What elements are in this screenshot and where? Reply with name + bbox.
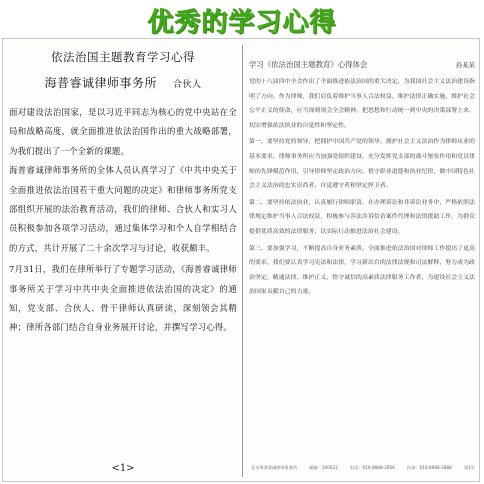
section-title: 学习《依法治国主题教育》心得体会 [249,60,368,69]
right-paragraph-3: 第二，要坚持依法执业，认真履行律师职责。在办理诉讼和非诉讼业务中，严格依照法律规定维护当事人合法权益，积极参与涉法涉诉信访案件代理和法律援助工作，为群众提供优质高效的法律服务，以实际行动推进法治社会建设。 [249,199,475,235]
left-page [9,43,237,479]
page-divider [242,45,243,477]
footer-postcode: 邮编：100022 [309,465,338,470]
page-number: <1> [111,463,135,474]
author-role: 合伙人 [173,80,202,90]
right-paragraph-2: 第一，要坚持党的领导，把拥护中国共产党的领导、拥护社会主义法治作为律师从业的基本要求。律师事务所应当加强党组织建设，充分发挥党支部的战斗堡垒作用和党员律师的先锋模范作用，引导律师坚定政治方向，恪守职业道德和执业纪律，做中国特色社会主义法治的忠实崇尚者、自觉遵守者和坚定捍卫者。 [249,139,475,190]
footer-page: 第1页 [463,465,475,470]
banner-title: 优秀的学习心得 [147,7,337,38]
right-page [249,43,475,479]
document-sheet [2,38,480,482]
right-paragraph-1: 党的十八届四中全会作出了全面推进依法治国的重大决定，为我国社会主义法治建设指明了方向。作为律师，我们肩负着维护当事人合法权益、维护法律正确实施、维护社会公平正义的使命，应当深刻领会全会精神，把思想和行动统一到中央的决策部署上来，切实增强依法执业的自觉性和坚定性。 [249,79,475,129]
right-page-footer [251,465,475,471]
footer-fax: 传真：010-8888-2888 [406,465,452,470]
footer-firm: 北京海普睿诚律师事务所 [251,465,298,470]
left-page-subtitle [9,75,237,93]
left-paragraph-2: 海普睿诚律师事务所的全体人员认真学习了《中共中央关于全面推进依法治国若干重大问题的决定》和律师事务所党支部组织开展的法治教育活动，我们的律师、合伙人和实习人员积极参加各项学习活动，通过集体学习和个人自学相结合的方式，共计开展了二十余次学习与讨论，收获颇丰。 [9,165,237,253]
footer-phone: 电话：010-8888-2666 [349,465,395,470]
signature: 孙某某 [455,61,475,69]
left-paragraph-1: 面对建设法治国家，是以习近平同志为核心的党中央站在全局和战略高度，就全面推进依法治国作出的重大战略部署，为我们提出了一个全新的课题。 [9,107,237,156]
right-paragraph-4: 第三，要加强学习，不断提高自身业务素质。全面推进依法治国对律师工作提出了更高的要求，我们要认真学习宪法和法律，学习新出台的法律法规和司法解释，努力成为政治坚定、精通法律、维护正义、恪守诚信的高素质法律服务工作者，为建设社会主义法治国家贡献自己的力量。 [249,245,475,296]
left-page-title: 依法治国主题教育学习心得 [51,50,195,64]
firm-name: 海普睿诚律师事务所 [44,76,157,90]
left-paragraph-3: 7月31日，我们在律所举行了专题学习活动，《海普睿诚律师事务所关于学习中共中央全面推进依法治国的决定》的通知，党支部、合伙人、骨干律师认真研读，深刻领会其精神；律所各部门结合自身业务展开讨论，并撰写学习心得。 [9,264,237,333]
banner [0,0,484,40]
right-page-title [249,59,475,71]
